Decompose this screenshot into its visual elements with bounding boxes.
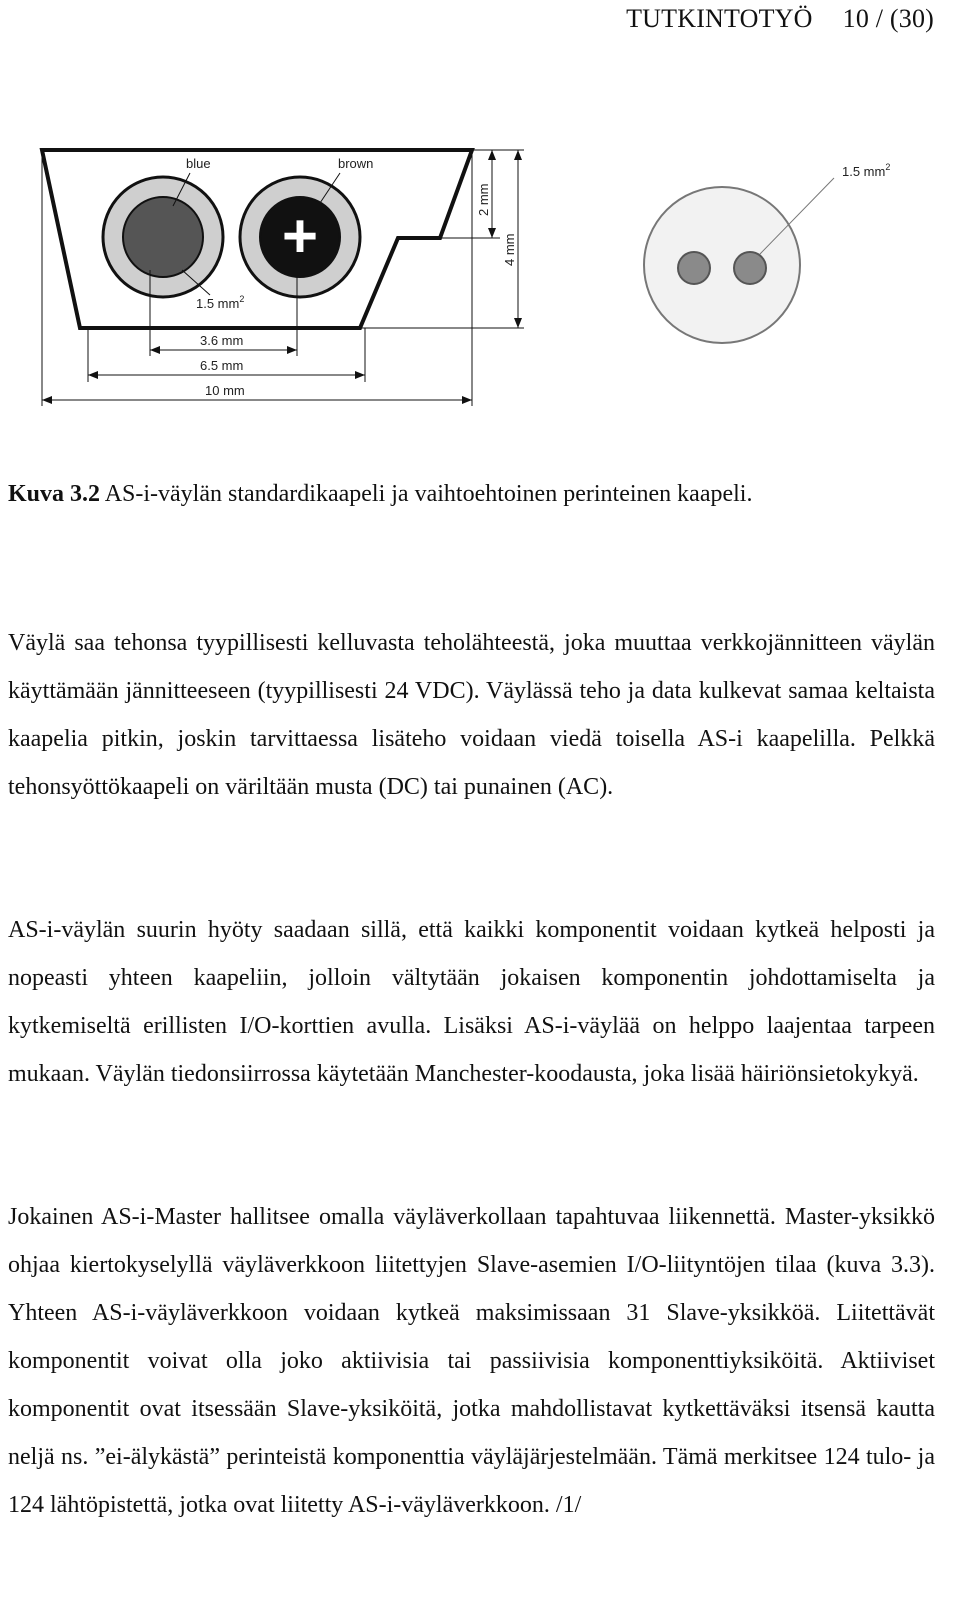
caption-text: AS-i-väylän standardikaapeli ja vaihtoehtoinen perinteinen kaapeli. bbox=[100, 481, 753, 507]
dim-2mm-label: 2 mm bbox=[476, 183, 491, 216]
dim-4mm-label: 4 mm bbox=[502, 233, 517, 266]
cable-diagram bbox=[0, 120, 960, 420]
caption-label: Kuva 3.2 bbox=[8, 481, 101, 507]
page-header bbox=[626, 4, 934, 34]
page-number: 10 / (30) bbox=[842, 4, 934, 33]
dim-10-arrow-left bbox=[42, 396, 52, 404]
dim-6-5-label: 6.5 mm bbox=[200, 358, 244, 373]
dim-3-6-arrow-right bbox=[287, 346, 297, 354]
dim-2mm-arrow-top bbox=[488, 150, 496, 160]
dim-10-label: 10 mm bbox=[205, 383, 245, 398]
paragraph-1: Väylä saa tehonsa tyypillisesti kelluvasta teholähteestä, joka muuttaa verkkojännitteen väylän käyttämään jännitteeseen (tyypillisesti 24 VDC). Väylässä teho ja data kulkevat samaa keltaista kaapelia pitkin, joskin tarvittaessa lisäteho voidaan viedä toisella AS-i kaapelilla. Pelkkä tehonsyöttökaapeli on väriltään musta (DC) tai punainen (AC). bbox=[8, 630, 935, 800]
dim-4mm-arrow-top bbox=[514, 150, 522, 160]
dim-3-6-label: 3.6 mm bbox=[200, 333, 244, 348]
cable-figure bbox=[0, 120, 960, 420]
plus-symbol: + bbox=[281, 202, 319, 271]
dim-3-6-arrow-left bbox=[150, 346, 160, 354]
round-cable-sheath bbox=[644, 187, 800, 343]
dim-4mm-arrow-bottom bbox=[514, 318, 522, 328]
round-area-label: 1.5 $mm^2$ bbox=[842, 162, 891, 179]
document-type: TUTKINTOTYÖ bbox=[626, 4, 813, 33]
paragraph-2: AS-i-väylän suurin hyöty saadaan sillä, että kaikki komponentit voidaan kytkeä helposti ja nopeasti yhteen kaapeliin, jolloin vältytään jokaisen komponentin johdottamiselta ja kytkemiseltä erillisten I/O-korttien avulla. Lisäksi AS-i-väylää on helppo laajentaa tarpeen mukaan. Väylän tiedonsiirrossa käytetään Manchester-koodausta, joka lisää häiriönsietokykyä. bbox=[8, 917, 935, 1087]
figure-caption bbox=[8, 479, 752, 509]
round-cable-conductor-right bbox=[734, 252, 766, 284]
dim-6-5-arrow-left bbox=[88, 371, 98, 379]
dim-6-5-arrow-right bbox=[355, 371, 365, 379]
paragraph-3: Jokainen AS-i-Master hallitsee omalla väyläverkollaan tapahtuvaa liikennettä. Master-yksikkö ohjaa kiertokyselyllä väyläverkkoon liitettyjen Slave-asemien I/O-liityntöjen tilaa (kuva 3.3). Yhteen AS-i-väyläverkkoon voidaan kytkeä maksimissaan 31 Slave-yksikköä. Liitettävät komponentit voivat olla joko aktiivisia tai passiivisia komponenttiyksiköitä. Aktiiviset komponentit ovat itsessään Slave-yksiköitä, jotka mahdollistavat kytkettäväksi itsensä kautta neljä ns. ”ei-älykästä” perinteistä komponenttia väyläjärjestelmään. Tämä merkitsee 124 tulo- ja 124 lähtöpistettä, jotka ovat liitetty AS-i-väyläverkkoon. /1/ bbox=[8, 1204, 935, 1518]
label-brown: brown bbox=[338, 156, 374, 171]
wire-area-label: 1.5 $mm^2$ bbox=[196, 294, 245, 311]
dim-2mm-arrow-bottom bbox=[488, 228, 496, 238]
round-cable-conductor-left bbox=[678, 252, 710, 284]
label-blue: blue bbox=[186, 156, 211, 171]
dim-10-arrow-right bbox=[462, 396, 472, 404]
blue-conductor-core bbox=[123, 197, 203, 277]
